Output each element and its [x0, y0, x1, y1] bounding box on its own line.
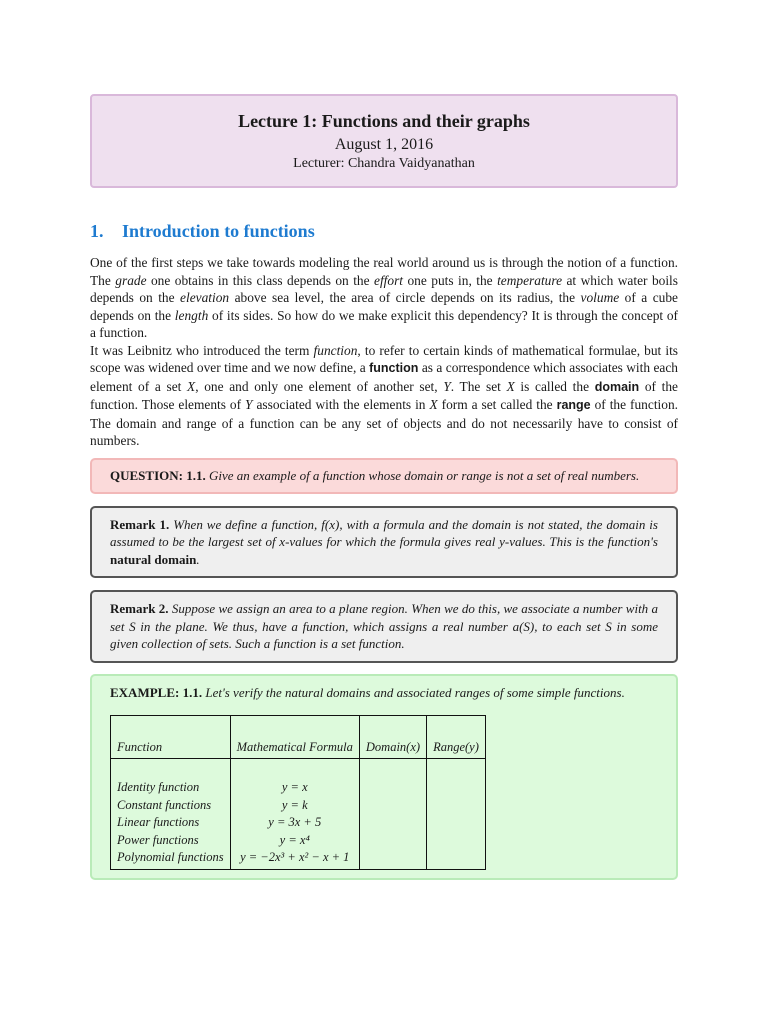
- question-text: Give an example of a function whose domain or range is not a set of real numbers.: [208, 467, 640, 483]
- example-text: Let's verify the natural domains and associated ranges of some simple functions.: [205, 684, 625, 700]
- remark-1-box: [90, 506, 678, 579]
- title-box: [90, 94, 678, 188]
- header-domain: Domain(x): [359, 716, 426, 759]
- function-name: Constant functions: [117, 797, 212, 812]
- function-name: Identity function: [117, 780, 200, 794]
- remark-2-box: [90, 590, 678, 663]
- section-title: Introduction to functions: [122, 221, 315, 241]
- header-formula: Mathematical Formula: [230, 716, 359, 759]
- table-body-row: [111, 759, 486, 870]
- formula: y = 3x + 5: [268, 815, 322, 829]
- remark-1-text: When we define a function, f(x), with a formula and the domain is not stated, the domain is assumed to be the largest set of x-values for which the formula gives real y-values. This is the function's natural domain.: [110, 516, 658, 567]
- remark-2-label: Remark 2.: [110, 601, 169, 616]
- function-name: Polynomial functions: [117, 850, 224, 864]
- header-range: Range(y): [427, 716, 486, 759]
- formula: y = k: [281, 797, 308, 812]
- section-heading: [90, 220, 678, 242]
- formula: y = x⁴: [279, 832, 310, 847]
- remark-1-label: Remark 1.: [110, 516, 170, 532]
- remark-2-text: Suppose we assign an area to a plane region. When we do this, we associate a number with a set S in the plane. We thus, have a function, which assigns a real number a(S), to each set S in some given collection of sets. Such a function is a set function.: [110, 601, 659, 651]
- intro-text: [90, 254, 678, 450]
- domain-cell: [359, 759, 426, 870]
- header-function: Function: [111, 716, 231, 759]
- lecturer-name: Lecturer: Chandra Vaidyanathan: [293, 156, 475, 171]
- function-name: Power functions: [117, 832, 199, 847]
- formula: y = −2x³ + x² − x + 1: [240, 850, 350, 864]
- function-names-cell: [111, 759, 231, 870]
- formula: y = x: [281, 780, 308, 794]
- table-header-row: [111, 716, 486, 759]
- question-label: QUESTION: 1.1.: [110, 467, 206, 483]
- section-number: 1.: [90, 221, 104, 241]
- paragraph-1: One of the first steps we take towards modeling the real world around us is through the notion of a function. The grade one obtains in this class depends on the effort one puts in, the temperature at which water boils depends on the elevation above sea level, the area of circle depends on its radius, the volume of a cube depends on the length of its sides. So how do we make explicit this dependency? It is through the concept of a function.: [90, 255, 678, 340]
- lecture-date: August 1, 2016: [334, 136, 434, 153]
- question-box: [90, 458, 678, 494]
- functions-table: [110, 715, 486, 870]
- example-label: EXAMPLE: 1.1.: [110, 684, 203, 700]
- formulas-cell: [230, 759, 359, 870]
- lecture-page: [90, 94, 678, 880]
- lecture-title: Lecture 1: Functions and their graphs: [238, 111, 530, 131]
- function-name: Linear functions: [117, 815, 200, 829]
- range-cell: [427, 759, 486, 870]
- example-box: [90, 674, 678, 880]
- paragraph-2: It was Leibnitz who introduced the term function, to refer to certain kinds of mathematical formulae, but its scope was widened over time and we now define, a function as a correspondence which associates with each element of a set X, one and only one element of another set, Y. The set X is called the domain of the function. Those elements of Y associated with the elements in X form a set called the range of the function. The domain and range of a function can be any set of objects and do not necessarily have to consist of numbers.: [90, 342, 679, 448]
